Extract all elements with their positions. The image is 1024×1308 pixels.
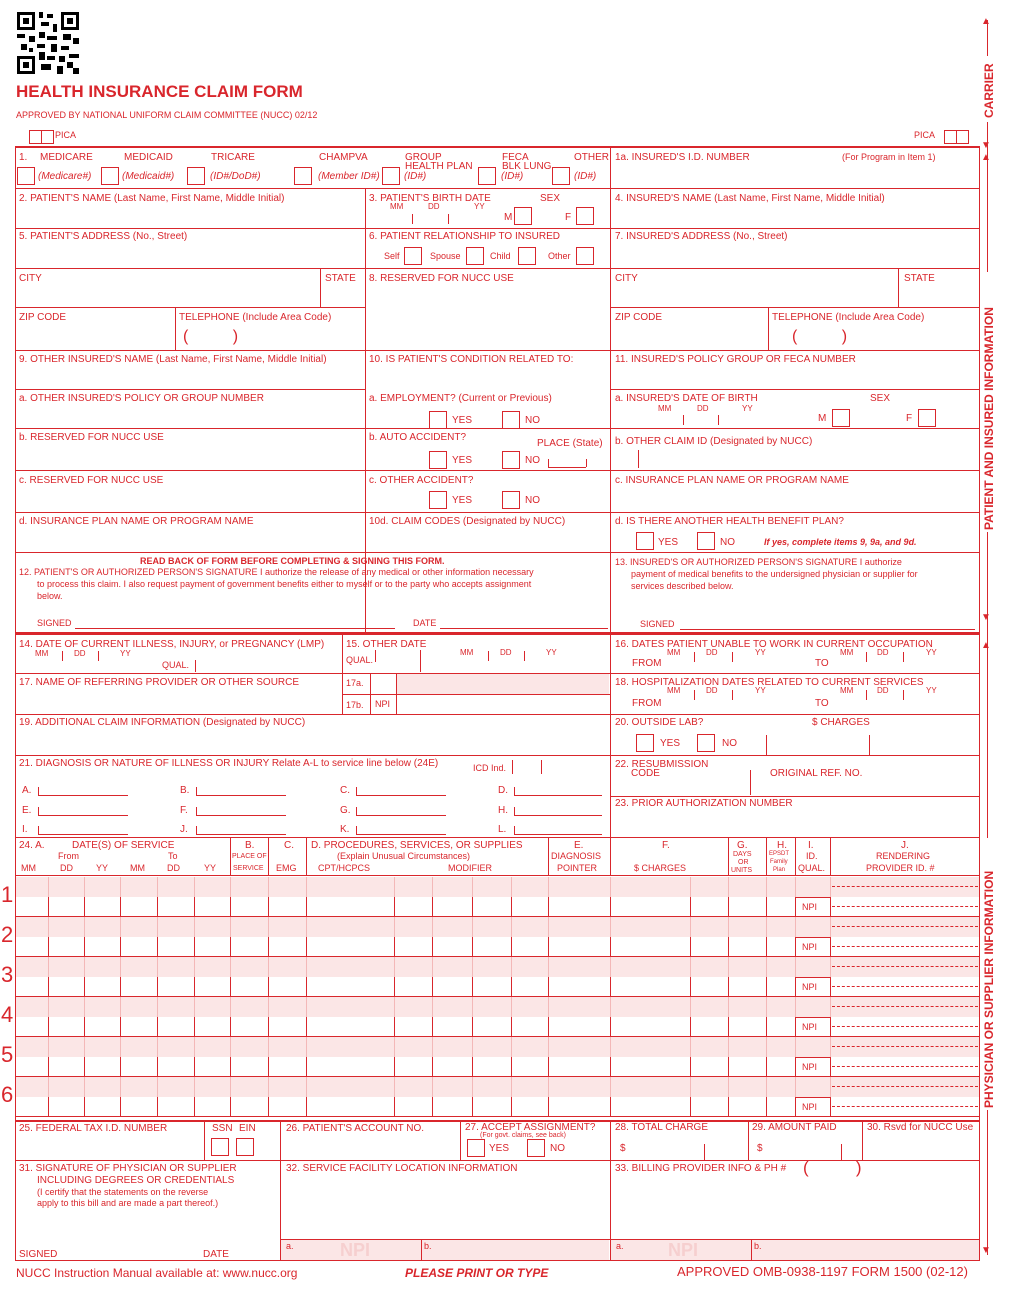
item16-to: TO (815, 658, 829, 669)
diag-code-field[interactable] (514, 795, 602, 796)
item16-from: FROM (632, 658, 662, 669)
diag-letter: G. (340, 805, 351, 816)
item13-text-2: payment of medical benefits to the undersigned physician or supplier for (631, 569, 918, 579)
item33-a: a. (616, 1241, 624, 1251)
item24-dates: DATE(S) OF SERVICE (72, 840, 175, 851)
item24-from: From (58, 851, 79, 861)
arrow-down-icon: ▼ (981, 140, 991, 151)
item24-b-sub1: PLACE OF (232, 853, 267, 860)
patient-phone-label: TELEPHONE (Include Area Code) (179, 312, 332, 323)
item3-dd: DD (428, 202, 440, 211)
item31-line1: 31. SIGNATURE OF PHYSICIAN OR SUPPLIER (19, 1163, 237, 1174)
item24-e: E. (574, 840, 584, 851)
rel-child-checkbox[interactable] (518, 247, 536, 265)
item18-mm: MM (667, 686, 681, 695)
item33-b: b. (754, 1241, 762, 1251)
pica-right-box-2[interactable] (956, 130, 969, 144)
diag-code-field[interactable] (38, 815, 128, 816)
diag-code-field[interactable] (38, 834, 128, 835)
item33-label: 33. BILLING PROVIDER INFO & PH # (615, 1163, 787, 1174)
item24-j: J. (901, 840, 909, 851)
item7-label: 7. INSURED'S ADDRESS (No., Street) (615, 231, 788, 242)
frame-bottom (15, 1260, 980, 1261)
item32-b: b. (424, 1241, 432, 1251)
item2-label: 2. PATIENT'S NAME (Last Name, First Name, Middle Initial) (19, 193, 285, 204)
other-plan-yes-label: YES (658, 537, 679, 548)
champva-label: CHAMPVA (319, 152, 368, 163)
tricare-checkbox[interactable] (187, 167, 205, 185)
item18-label: 18. HOSPITALIZATION DATES RELATED TO CURRENT SERVICES (615, 677, 924, 688)
rel-self-label: Self (384, 251, 400, 261)
pica-left-box-2[interactable] (41, 130, 54, 144)
rel-other-label: Other (548, 251, 571, 261)
item18-yy: YY (755, 686, 766, 695)
item13-signed: SIGNED (640, 619, 675, 629)
item30-label: 30. Rsvd for NUCC Use (867, 1122, 974, 1133)
item12-signed: SIGNED (37, 618, 72, 628)
item24-h-sub3: Plan (773, 867, 786, 873)
item21-label: 21. DIAGNOSIS OR NATURE OF ILLNESS OR INJURY Relate A-L to service line below (24E) (19, 758, 439, 769)
item31-line3: (I certify that the statements on the reverse (37, 1187, 209, 1197)
item27-sub: (For govt. claims, see back) (480, 1132, 566, 1139)
rel-other-checkbox[interactable] (576, 247, 594, 265)
item3-f: F (565, 212, 572, 223)
service-line-row[interactable] (16, 937, 796, 955)
item24-e-sub2: POINTER (557, 863, 598, 873)
item24-f-sub: $ CHARGES (634, 863, 687, 873)
item24-modifier: MODIFIER (448, 863, 492, 873)
arrow-up-icon: ▲ (981, 16, 991, 27)
item11-label: 11. INSURED'S POLICY GROUP OR FECA NUMBER (615, 354, 856, 365)
diag-letter: I. (22, 824, 28, 835)
date-col-header: MM (130, 863, 145, 873)
item16-mm2: MM (840, 648, 854, 657)
ssn-checkbox[interactable] (211, 1138, 229, 1156)
medicare-label: MEDICARE (40, 152, 93, 163)
feca-checkbox[interactable] (478, 167, 496, 185)
rel-self-checkbox[interactable] (404, 247, 422, 265)
item14-label: 14. DATE OF CURRENT ILLNESS, INJURY, or PREGNANCY (LMP) (19, 639, 325, 650)
item24-j-sub1: RENDERING (876, 851, 931, 861)
item10a-label: a. EMPLOYMENT? (Current or Previous) (369, 393, 552, 404)
diag-letter: C. (340, 785, 350, 796)
rel-child-label: Child (490, 251, 511, 261)
tricare-sub: (ID#/DoD#) (210, 171, 261, 182)
diag-code-field[interactable] (196, 795, 286, 796)
diag-letter: E. (22, 805, 32, 816)
champva-checkbox[interactable] (294, 167, 312, 185)
item28-dollar: $ (620, 1143, 626, 1154)
item16-label: 16. DATES PATIENT UNABLE TO WORK IN CURRENT OCCUPATION (615, 639, 933, 650)
place-state-label: PLACE (State) (537, 438, 603, 449)
insured-state-label: STATE (904, 273, 935, 284)
sex-m-checkbox[interactable] (514, 207, 532, 225)
item12-date: DATE (413, 618, 437, 628)
group-sub: (ID#) (404, 171, 427, 182)
service-line-number: 5 (1, 1042, 14, 1067)
other-acc-no-label: NO (525, 495, 540, 506)
other-acc-yes-label: YES (452, 495, 473, 506)
lab-no-label: NO (722, 738, 737, 749)
other-plan-yes-checkbox[interactable] (636, 532, 654, 550)
item11d-label: d. IS THERE ANOTHER HEALTH BENEFIT PLAN? (615, 516, 844, 527)
frame-right (979, 146, 980, 1261)
service-line-number: 1 (1, 882, 14, 907)
insured-zip-label: ZIP CODE (615, 312, 663, 323)
pica-right-label: PICA (914, 130, 936, 140)
item24-j-sub2: PROVIDER ID. # (866, 863, 935, 873)
medicaid-label: MEDICAID (124, 152, 173, 163)
medicaid-sub: (Medicaid#) (122, 171, 175, 182)
patient-state-label: STATE (325, 273, 356, 284)
row-npi-label: NPI (802, 902, 818, 912)
service-line-number: 2 (1, 922, 14, 947)
medicare-checkbox[interactable] (17, 167, 35, 185)
item11c-label: c. INSURANCE PLAN NAME OR PROGRAM NAME (615, 475, 849, 486)
item24-h-sub1: EPSDT (769, 851, 790, 857)
date-col-header: MM (21, 863, 36, 873)
item18-yy2: YY (926, 686, 937, 695)
approved-text: APPROVED BY NATIONAL UNIFORM CLAIM COMMITTEE (NUCC) 02/12 (16, 110, 318, 120)
arrow-up-icon-2: ▲ (981, 152, 991, 163)
item24-e-sub1: DIAGNOSIS (551, 851, 602, 861)
diag-letter: F. (180, 805, 188, 816)
patient-phone-paren: ( ) (183, 328, 239, 345)
patient-city-label: CITY (19, 273, 42, 284)
arrow-down-icon-2: ▼ (981, 612, 991, 623)
diag-letter: L. (498, 824, 507, 835)
service-line-row[interactable] (16, 1017, 796, 1035)
item24-c: C. (284, 840, 294, 851)
service-line-row[interactable] (16, 1097, 796, 1115)
auto-no-label: NO (525, 455, 540, 466)
side-label-physician: PHYSICIAN OR SUPPLIER INFORMATION (982, 870, 996, 1108)
item33-paren: ( ) (803, 1158, 862, 1177)
item13-text-1: 13. INSURED'S OR AUTHORIZED PERSON'S SIGNATURE I authorize (615, 557, 902, 567)
item10b-label: b. AUTO ACCIDENT? (369, 432, 467, 443)
item3-sex: SEX (540, 193, 561, 204)
item27-label: 27. ACCEPT ASSIGNMENT? (465, 1122, 596, 1133)
item9c-label: c. RESERVED FOR NUCC USE (19, 475, 164, 486)
group-label: GROUP (405, 152, 442, 163)
feca-sub: (ID#) (501, 171, 524, 182)
item24-emg: EMG (276, 863, 297, 873)
item24-i-sub2: QUAL. (798, 863, 826, 873)
emp-yes-checkbox[interactable] (429, 411, 447, 429)
group-checkbox[interactable] (382, 167, 400, 185)
item16-dd2: DD (877, 648, 889, 657)
emp-no-checkbox[interactable] (502, 411, 520, 429)
item31-line4: apply to this bill and are made a part thereof.) (37, 1198, 219, 1208)
date-col-header: DD (167, 863, 180, 873)
group-label-2: HEALTH PLAN (405, 161, 473, 172)
side-label-patient: PATIENT AND INSURED INFORMATION (982, 307, 996, 530)
other-plan-no-label: NO (720, 537, 735, 548)
item16-mm: MM (667, 648, 681, 657)
medicaid-checkbox[interactable] (101, 167, 119, 185)
item29-label: 29. AMOUNT PAID (752, 1122, 837, 1133)
assign-yes-label: YES (489, 1143, 510, 1154)
item12-text-3: below. (37, 591, 63, 601)
row-npi-label: NPI (802, 1022, 818, 1032)
service-line-row[interactable] (16, 1057, 796, 1075)
item15-label: 15. OTHER DATE (346, 639, 427, 650)
item24-b-sub2: SERVICE (233, 865, 264, 872)
row-npi-label: NPI (802, 1102, 818, 1112)
readback-text: READ BACK OF FORM BEFORE COMPLETING & SIGNING THIS FORM. (140, 556, 445, 566)
item11a-mm: MM (658, 404, 672, 413)
pica-left-label: PICA (55, 130, 77, 140)
item25-label: 25. FEDERAL TAX I.D. NUMBER (19, 1123, 168, 1134)
item17a-label: 17a. (346, 678, 364, 688)
frame-top (15, 146, 980, 148)
ein-checkbox[interactable] (236, 1138, 254, 1156)
item19-label: 19. ADDITIONAL CLAIM INFORMATION (Designated by NUCC) (19, 717, 306, 728)
side-label-carrier: CARRIER (982, 63, 996, 118)
item11d-note: If yes, complete items 9, 9a, and 9d. (764, 537, 917, 547)
item18-dd2: DD (877, 686, 889, 695)
item11a-sex: SEX (870, 393, 891, 404)
item5-label: 5. PATIENT'S ADDRESS (No., Street) (19, 231, 188, 242)
diag-letter: K. (340, 824, 350, 835)
item12-text-1: 12. PATIENT'S OR AUTHORIZED PERSON'S SIGNATURE I authorize the release of any medical or other information necessary (19, 567, 534, 577)
item14-yy: YY (120, 649, 131, 658)
arrow-down-icon-3: ▼ (981, 1245, 991, 1256)
feca-label: FECA (502, 152, 529, 163)
item24-i-sub1: ID. (806, 851, 818, 861)
auto-yes-checkbox[interactable] (429, 451, 447, 469)
assign-yes-checkbox[interactable] (467, 1139, 485, 1157)
item22-code: CODE (631, 768, 660, 779)
item24-g: G. (737, 840, 748, 851)
item10-label: 10. IS PATIENT'S CONDITION RELATED TO: (369, 354, 574, 365)
item3-label: 3. PATIENT'S BIRTH DATE (369, 193, 491, 204)
item15-yy: YY (546, 648, 557, 657)
insured-sex-m-checkbox[interactable] (832, 409, 850, 427)
rel-spouse-checkbox[interactable] (466, 247, 484, 265)
item9d-label: d. INSURANCE PLAN NAME OR PROGRAM NAME (19, 516, 254, 527)
item14-mm: MM (35, 649, 49, 658)
footer-right: APPROVED OMB-0938-1197 FORM 1500 (02-12) (677, 1264, 968, 1279)
champva-sub: (Member ID#) (318, 171, 380, 182)
service-line-row[interactable] (16, 897, 796, 915)
service-line-row[interactable] (16, 977, 796, 995)
row-npi-label: NPI (802, 942, 818, 952)
item32-a: a. (286, 1241, 294, 1251)
item16-yy2: YY (926, 648, 937, 657)
item24-g-sub2: OR (738, 859, 749, 866)
item11a-yy: YY (742, 404, 753, 413)
item16-yy: YY (755, 648, 766, 657)
footer-mid: PLEASE PRINT OR TYPE (405, 1266, 549, 1280)
ssn-label: SSN (212, 1123, 233, 1134)
item24-f: F. (662, 840, 670, 851)
item10d-label: 10d. CLAIM CODES (Designated by NUCC) (369, 516, 566, 527)
footer-left: NUCC Instruction Manual available at: www.nucc.org (16, 1266, 298, 1280)
insured-sex-f-checkbox[interactable] (918, 409, 936, 427)
item15-mm: MM (460, 648, 474, 657)
item24-b: B. (245, 840, 255, 851)
insured-phone-paren: ( ) (792, 328, 848, 345)
assign-no-checkbox[interactable] (527, 1139, 545, 1157)
feca-label-2: BLK LUNG (502, 161, 552, 172)
item1a-label: 1a. INSURED'S I.D. NUMBER (615, 152, 750, 163)
item17b-npi: NPI (375, 699, 391, 709)
item20-label: 20. OUTSIDE LAB? (615, 717, 704, 728)
item24-to: To (168, 851, 178, 861)
item15-dd: DD (500, 648, 512, 657)
item17b-label: 17b. (346, 700, 364, 710)
service-line-number: 6 (1, 1082, 14, 1107)
diag-letter: A. (22, 785, 32, 796)
other-sub: (ID#) (574, 171, 597, 182)
item11a-label: a. INSURED'S DATE OF BIRTH (615, 393, 758, 404)
item11a-m: M (818, 413, 827, 424)
item33-npi-watermark: NPI (668, 1240, 699, 1260)
assign-no-label: NO (550, 1143, 565, 1154)
item31-signed: SIGNED (19, 1249, 58, 1260)
rel-spouse-label: Spouse (430, 251, 461, 261)
item22-label: 22. RESUBMISSION (615, 759, 709, 770)
item18-to: TO (815, 698, 829, 709)
other-plan-no-checkbox[interactable] (697, 532, 715, 550)
item17-label: 17. NAME OF REFERRING PROVIDER OR OTHER SOURCE (19, 677, 300, 688)
item1a-note: (For Program in Item 1) (842, 152, 936, 162)
qr-code (17, 12, 79, 74)
item24-cpt: CPT/HCPCS (318, 863, 371, 873)
item14-dd: DD (74, 649, 86, 658)
patient-zip-label: ZIP CODE (19, 312, 67, 323)
other-checkbox[interactable] (552, 167, 570, 185)
diag-code-field[interactable] (356, 795, 446, 796)
orig-ref-label: ORIGINAL REF. NO. (770, 768, 863, 779)
lab-yes-checkbox[interactable] (636, 734, 654, 752)
icd-ind: ICD Ind. (473, 763, 507, 773)
diag-letter: J. (180, 824, 188, 835)
item18-mm2: MM (840, 686, 854, 695)
item9b-label: b. RESERVED FOR NUCC USE (19, 432, 164, 443)
row-npi-label: NPI (802, 1062, 818, 1072)
item4-label: 4. INSURED'S NAME (Last Name, First Name, Middle Initial) (615, 193, 885, 204)
ein-label: EIN (239, 1123, 256, 1134)
item24-i: I. (808, 840, 814, 851)
tricare-label: TRICARE (211, 152, 255, 163)
item24-g-sub1: DAYS (733, 851, 752, 858)
diag-letter: B. (180, 785, 190, 796)
item28-label: 28. TOTAL CHARGE (615, 1122, 708, 1133)
item9-label: 9. OTHER INSURED'S NAME (Last Name, First Name, Middle Initial) (19, 354, 327, 365)
item3-mm: MM (390, 202, 404, 211)
item1-num: 1. (19, 152, 28, 163)
item9a-label: a. OTHER INSURED'S POLICY OR GROUP NUMBER (19, 393, 264, 404)
emp-yes-label: YES (452, 415, 473, 426)
item31-line2: INCLUDING DEGREES OR CREDENTIALS (37, 1175, 235, 1186)
diag-code-field[interactable] (356, 834, 446, 835)
diag-letter: D. (498, 785, 508, 796)
diag-code-field[interactable] (514, 834, 602, 835)
sex-f-checkbox[interactable] (576, 207, 594, 225)
item6-label: 6. PATIENT RELATIONSHIP TO INSURED (369, 231, 560, 242)
item3-m: M (504, 212, 513, 223)
diag-code-field[interactable] (514, 815, 602, 816)
item3-yy: YY (474, 202, 485, 211)
form-title: HEALTH INSURANCE CLAIM FORM (16, 82, 303, 101)
service-line-number: 4 (1, 1002, 14, 1027)
item26-label: 26. PATIENT'S ACCOUNT NO. (286, 1123, 425, 1134)
diag-code-field[interactable] (196, 815, 286, 816)
item23-label: 23. PRIOR AUTHORIZATION NUMBER (615, 798, 793, 809)
emp-no-label: NO (525, 415, 540, 426)
lab-yes-label: YES (660, 738, 681, 749)
item13-text-3: services described below. (631, 581, 734, 591)
lab-no-checkbox[interactable] (697, 734, 715, 752)
other-label: OTHER (574, 152, 609, 163)
date-col-header: DD (60, 863, 73, 873)
item24-d: D. PROCEDURES, SERVICES, OR SUPPLIES (311, 840, 523, 851)
service-line-number: 3 (1, 962, 14, 987)
item32-label: 32. SERVICE FACILITY LOCATION INFORMATION (286, 1163, 518, 1174)
item11a-dd: DD (697, 404, 709, 413)
diag-code-field[interactable] (38, 795, 128, 796)
medicare-sub: (Medicare#) (38, 171, 92, 182)
item12-text-2: to process this claim. I also request payment of government benefits either to myself or to the party who accepts assignment (37, 579, 532, 589)
insured-phone-label: TELEPHONE (Include Area Code) (772, 312, 925, 323)
item10c-label: c. OTHER ACCIDENT? (369, 475, 474, 486)
diag-letter: H. (498, 805, 508, 816)
item11b-label: b. OTHER CLAIM ID (Designated by NUCC) (615, 436, 813, 447)
insured-city-label: CITY (615, 273, 638, 284)
auto-yes-label: YES (452, 455, 473, 466)
item20-charges: $ CHARGES (812, 717, 870, 728)
arrow-up-icon-3: ▲ (981, 640, 991, 651)
item18-from: FROM (632, 698, 662, 709)
date-col-header: YY (96, 863, 109, 873)
diag-code-field[interactable] (196, 834, 286, 835)
auto-no-checkbox[interactable] (502, 451, 520, 469)
item24-d-sub: (Explain Unusual Circumstances) (337, 851, 471, 861)
item29-dollar: $ (757, 1143, 763, 1154)
item16-dd: DD (706, 648, 718, 657)
item14-qual: QUAL. (162, 660, 190, 670)
item18-dd: DD (706, 686, 718, 695)
item24-g-sub3: UNITS (731, 867, 752, 874)
item24-h: H. (777, 840, 787, 851)
date-col-header: YY (204, 863, 217, 873)
item32-npi-watermark: NPI (340, 1240, 371, 1260)
item24-h-sub2: Family (770, 859, 788, 865)
diag-code-field[interactable] (356, 815, 446, 816)
other-acc-no-checkbox[interactable] (502, 491, 520, 509)
row-npi-label: NPI (802, 982, 818, 992)
item31-date: DATE (203, 1249, 229, 1260)
item8-label: 8. RESERVED FOR NUCC USE (369, 273, 514, 284)
item15-qual: QUAL. (346, 655, 374, 665)
other-acc-yes-checkbox[interactable] (429, 491, 447, 509)
item24-a: 24. A. (19, 840, 45, 851)
item11a-f: F (906, 413, 913, 424)
